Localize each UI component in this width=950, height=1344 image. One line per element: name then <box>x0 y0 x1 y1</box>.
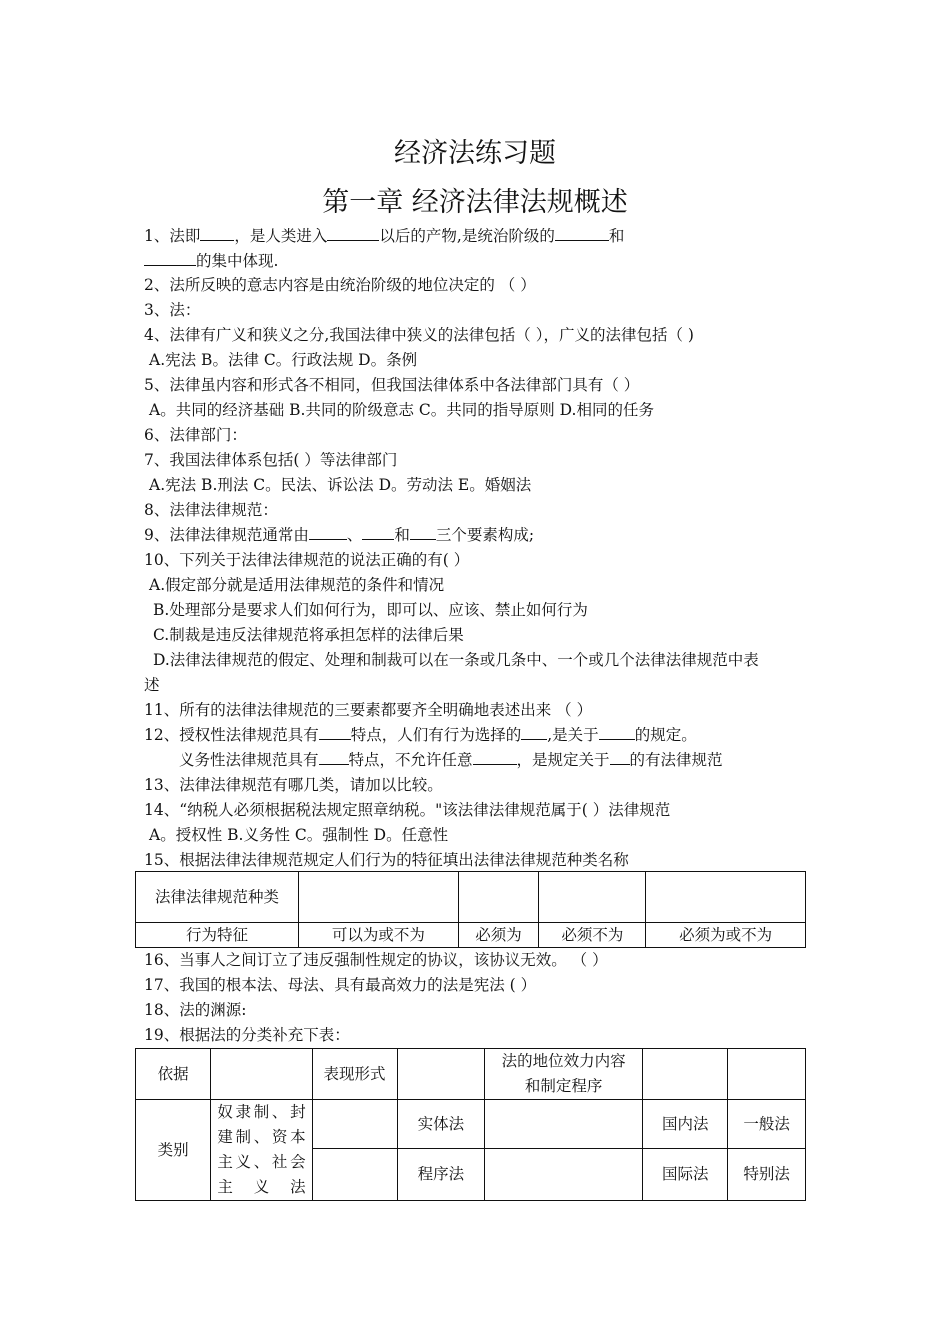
q9-text-b: 、 <box>346 526 363 544</box>
q12-blank-3[interactable] <box>599 725 635 740</box>
table15-blank-cell[interactable] <box>299 872 459 923</box>
q12-text-g: ，是规定关于 <box>516 751 610 769</box>
table15-header-feature: 行为特征 <box>136 923 299 948</box>
table19-blank-cell[interactable] <box>643 1049 728 1100</box>
table19-header-basis: 依据 <box>136 1049 211 1100</box>
q12-text-d: 的规定。 <box>634 726 697 744</box>
table19-blank-cell[interactable] <box>211 1049 312 1100</box>
page-title: 经济法练习题 <box>394 138 556 169</box>
table15-blank-cell[interactable] <box>458 872 539 923</box>
q1-blank-4[interactable] <box>144 251 196 266</box>
question-10: 10、下列关于法律法律规范的说法正确的有( ） <box>144 551 470 569</box>
table19-special-law: 特别法 <box>728 1148 806 1200</box>
question-14: 14、“纳税人必须根据税法规定照章纳税。"该法律法律规范属于( ）法律规范 <box>144 801 671 819</box>
table15-header-type: 法律法律规范种类 <box>136 872 299 923</box>
question-6: 6、法律部门： <box>144 426 247 444</box>
q12-text-a: 12、授权性法律规范具有 <box>144 726 319 744</box>
q1-text-c: 以后的产物,是统治阶级的 <box>379 227 555 245</box>
table19-blank-cell[interactable] <box>485 1148 643 1200</box>
q9-text-d: 三个要素构成; <box>435 526 535 544</box>
q12-blank-2[interactable] <box>521 725 547 740</box>
q12-text-f: 特点，不允许任意 <box>348 751 473 769</box>
question-11: 11、所有的法律法律规范的三要素都要齐全明确地表述出来 （ ） <box>144 701 593 719</box>
table15-blank-cell[interactable] <box>646 872 806 923</box>
question-10-option-d: D.法律法律规范的假定、处理和制裁可以在一条或几条中、一个或几个法律法律规范中表 <box>153 651 759 669</box>
question-3: 3、法： <box>144 301 201 319</box>
q12-blank-5[interactable] <box>473 750 517 765</box>
question-4-options: A.宪法 B。法律 C。行政法规 D。条例 <box>149 351 418 369</box>
q12-text-c: ,是关于 <box>547 726 599 744</box>
question-15: 15、根据法律法律规范规定人们行为的特征填出法律法律规范种类名称 <box>144 851 629 869</box>
table19-procedural-law: 程序法 <box>397 1148 485 1200</box>
table15-feature-cell: 必须不为 <box>539 923 646 948</box>
table19-history-types: 奴隶制、封建制、资本主义、社会主义法 <box>211 1100 312 1201</box>
question-12 <box>144 724 697 746</box>
q9-blank-3[interactable] <box>410 525 436 540</box>
question-10-option-a: A.假定部分就是适用法律规范的条件和情况 <box>149 576 445 594</box>
table19-header-category: 类别 <box>136 1100 211 1201</box>
question-9 <box>144 524 534 546</box>
table15-feature-cell: 可以为或不为 <box>299 923 459 948</box>
question-10-option-d-cont: 述 <box>144 676 160 694</box>
table19-blank-cell[interactable] <box>485 1100 643 1149</box>
table19-domestic-law: 国内法 <box>643 1100 728 1149</box>
q12-blank-4[interactable] <box>319 750 349 765</box>
law-norm-type-table <box>135 871 806 948</box>
table15-feature-cell: 必须为 <box>458 923 539 948</box>
question-13: 13、法律法律规范有哪几类，请加以比较。 <box>144 776 443 794</box>
q12-text-b: 特点，人们有行为选择的 <box>350 726 522 744</box>
q1-blank-2[interactable] <box>327 226 379 241</box>
q12-blank-6[interactable] <box>610 750 630 765</box>
q12-text-e: 义务性法律规范具有 <box>179 751 319 769</box>
table15-blank-cell[interactable] <box>539 872 646 923</box>
question-10-option-c: C.制裁是违反法律规范将承担怎样的法律后果 <box>153 626 464 644</box>
question-1 <box>144 225 624 247</box>
question-7: 7、我国法律体系包括( ）等法律部门 <box>144 451 398 469</box>
table15-feature-cell: 必须为或不为 <box>646 923 806 948</box>
q9-blank-2[interactable] <box>362 525 394 540</box>
chapter-title: 第一章 经济法律法规概述 <box>322 187 628 218</box>
q9-text-c: 和 <box>394 526 410 544</box>
table19-blank-cell[interactable] <box>728 1049 806 1100</box>
question-18: 18、法的渊源: <box>144 1001 247 1019</box>
question-4: 4、法律有广义和狭义之分,我国法律中狭义的法律包括（ ），广义的法律包括（ ) <box>144 326 694 344</box>
q1-text-d: 和 <box>608 227 625 245</box>
q1-blank-3[interactable] <box>555 226 609 241</box>
table19-substantive-law: 实体法 <box>397 1100 485 1149</box>
question-12-cont <box>179 749 723 771</box>
q1-text-a: 1、法即 <box>144 227 201 245</box>
question-10-option-b: B.处理部分是要求人们如何行为，即可以、应该、禁止如何行为 <box>153 601 588 619</box>
table19-blank-cell[interactable] <box>312 1148 397 1200</box>
question-8: 8、法律法律规范： <box>144 501 278 519</box>
question-19: 19、根据法的分类补充下表： <box>144 1026 350 1044</box>
law-classification-table <box>135 1048 806 1201</box>
question-1-cont <box>144 250 278 272</box>
table19-international-law: 国际法 <box>643 1148 728 1200</box>
table19-header-form: 表现形式 <box>312 1049 397 1100</box>
q12-text-h: 的有法律规范 <box>629 751 723 769</box>
q1-blank-1[interactable] <box>200 226 234 241</box>
table19-blank-cell[interactable] <box>397 1049 485 1100</box>
question-5: 5、法律虽内容和形式各不相同，但我国法律体系中各法律部门具有（ ） <box>144 376 640 394</box>
question-2: 2、法所反映的意志内容是由统治阶级的地位决定的 （ ） <box>144 276 536 294</box>
question-7-options: A.宪法 B.刑法 C。民法、诉讼法 D。劳动法 E。婚姻法 <box>149 476 532 494</box>
question-17: 17、我国的根本法、母法、具有最高效力的法是宪法 ( ） <box>144 976 537 994</box>
question-14-options: A。授权性 B.义务性 C。强制性 D。任意性 <box>149 826 449 844</box>
q1-text-e: 的集中体现. <box>196 252 279 270</box>
table19-blank-cell[interactable] <box>312 1100 397 1149</box>
table19-header-status: 法的地位效力内容和制定程序 <box>485 1049 643 1100</box>
q9-blank-1[interactable] <box>309 525 347 540</box>
q1-text-b: ，是人类进入 <box>234 227 328 245</box>
table19-general-law: 一般法 <box>728 1100 806 1149</box>
q9-text-a: 9、法律法律规范通常由 <box>144 526 309 544</box>
question-16: 16、当事人之间订立了违反强制性规定的协议，该协议无效。 （ ） <box>144 951 608 969</box>
question-5-options: A。共同的经济基础 B.共同的阶级意志 C。共同的指导原则 D.相同的任务 <box>149 401 654 419</box>
q12-blank-1[interactable] <box>319 725 351 740</box>
